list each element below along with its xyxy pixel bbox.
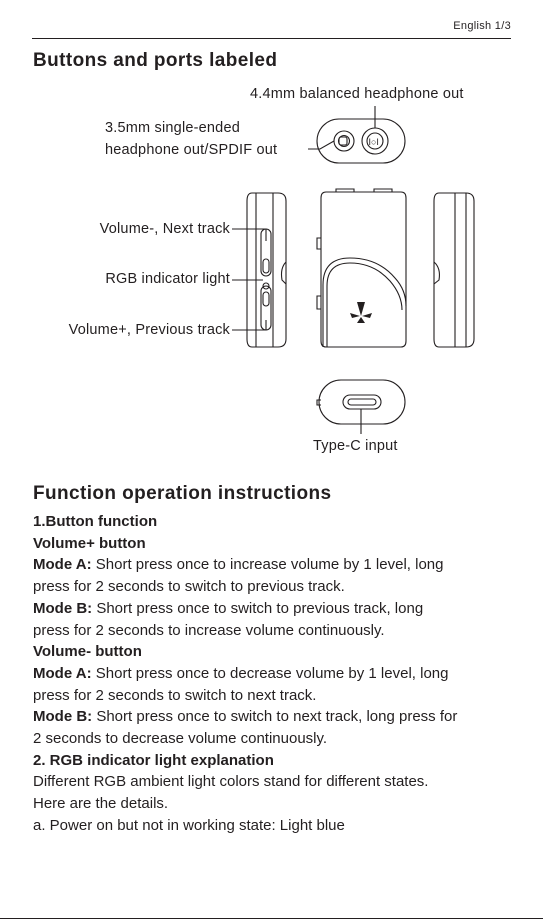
- mode-text: Short press once to decrease volume by 1 level, long: [91, 664, 449, 682]
- rgb-state-a: a. Power on but not in working state: Light blue: [33, 816, 345, 834]
- device-front-view: [317, 189, 406, 347]
- vm-mode-b-line2: 2 seconds to decrease volume continuously.: [33, 730, 328, 748]
- label-rgb-light: RGB indicator light: [105, 271, 230, 287]
- label-volume-minus: Volume-, Next track: [99, 221, 230, 237]
- section-title-buttons-ports: Buttons and ports labeled: [33, 50, 278, 71]
- label-single-ended-line1: 3.5mm single-ended: [105, 120, 240, 136]
- rgb-line2: Here are the details.: [33, 795, 169, 813]
- svg-text:I○I: I○I: [368, 137, 379, 147]
- footer-divider: [0, 918, 543, 919]
- mode-text: Short press once to increase volume by 1 level, long: [91, 556, 444, 574]
- vm-mode-a-line2: press for 2 seconds to switch to next track.: [33, 686, 317, 704]
- device-top-view: [317, 119, 405, 163]
- label-balanced-out: 4.4mm balanced headphone out: [250, 86, 464, 102]
- vm-mode-a-line1: [33, 663, 513, 685]
- vp-mode-a-line2: press for 2 seconds to switch to previous track.: [33, 578, 345, 596]
- heading-volume-plus: Volume+ button: [33, 534, 146, 552]
- mode-label: Mode A:: [33, 556, 92, 574]
- device-right-side-view: [434, 193, 474, 347]
- vp-mode-a-line1: [33, 554, 513, 576]
- mode-text: Short press once to switch to next track, long press for: [92, 708, 458, 726]
- page-header-language: English 1/3: [453, 20, 511, 32]
- function-instructions: [33, 511, 513, 837]
- label-single-ended-line2: headphone out/SPDIF out: [105, 142, 278, 158]
- label-typec: Type-C input: [313, 438, 398, 454]
- label-volume-plus: Volume+, Previous track: [68, 322, 230, 338]
- heading-button-function: 1.Button function: [33, 513, 158, 530]
- mode-label: Mode B:: [33, 599, 93, 617]
- rgb-line1: Different RGB ambient light colors stand for different states.: [33, 773, 429, 791]
- vp-mode-b-line1: [33, 598, 513, 620]
- mode-label: Mode A:: [33, 664, 92, 682]
- section-title-function: Function operation instructions: [33, 483, 332, 504]
- vp-mode-b-line2: press for 2 seconds to increase volume continuously.: [33, 621, 385, 639]
- vm-mode-b-line1: [33, 706, 513, 728]
- mode-label: Mode B:: [33, 708, 93, 726]
- heading-rgb-light: 2. RGB indicator light explanation: [33, 751, 274, 769]
- mode-text: Short press once to switch to previous track, long: [92, 599, 424, 617]
- heading-volume-minus: Volume- button: [33, 643, 142, 661]
